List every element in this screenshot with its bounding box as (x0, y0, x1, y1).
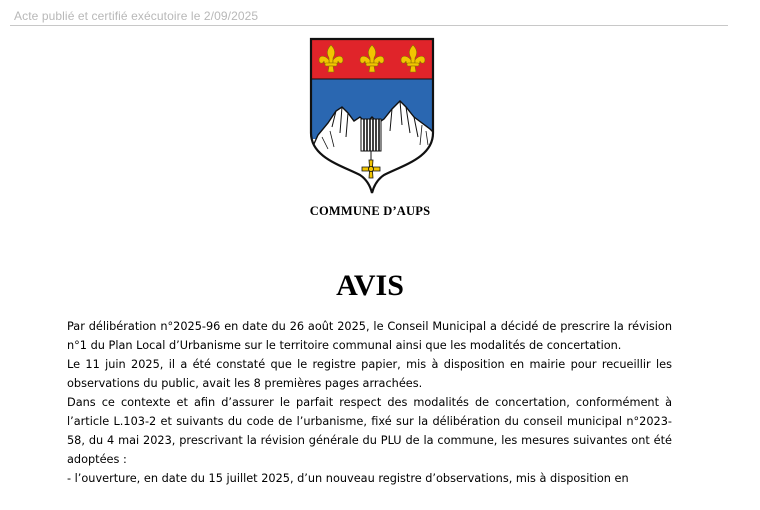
stamp-divider (10, 25, 728, 26)
paragraph-measures: Dans ce contexte et afin d’assurer le parfait respect des modalités de concertation, conformément à l’article L.103-2 et suivants du code de l’urbanisme, fixé sur la délibération du conseil municipal n°2023-58, du 4 mai 2023, prescrivant la révision générale du PLU de la commune, les mesures suivantes ont été adoptées : (67, 396, 672, 466)
paragraph-register-incident: Le 11 juin 2025, il a été constaté que le registre papier, mis à disposition en mairie pour recueillir les observations du public, avait les 8 premières pages arrachées. (67, 358, 672, 390)
paragraph-deliberation: Par délibération n°2025-96 en date du 26 août 2025, le Conseil Municipal a décidé de prescrire la révision n°1 du Plan Local d’Urbanisme sur le territoire communal ainsi que les modalités de concertation. (67, 320, 672, 352)
coat-of-arms-icon (308, 37, 436, 197)
notice-body (67, 317, 672, 488)
document-title: AVIS (336, 269, 404, 302)
commune-name: COMMUNE D’AUPS (309, 204, 431, 218)
paragraph-new-register: - l’ouverture, en date du 15 juillet 2025, d’un nouveau registre d’observations, mis à disposition en (67, 472, 629, 485)
publication-stamp: Acte publié et certifié exécutoire le 2/09/2025 (14, 9, 259, 23)
